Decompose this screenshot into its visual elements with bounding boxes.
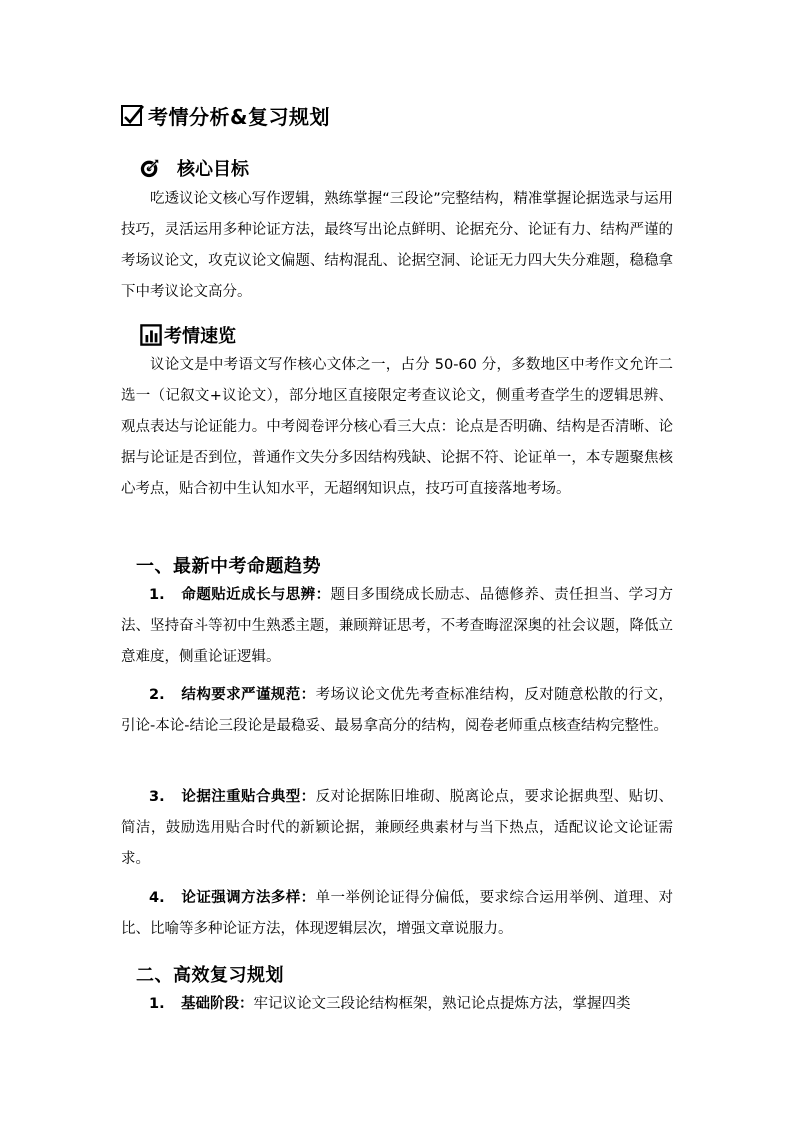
trend-item-3 [121, 782, 673, 875]
item-number: 2. [149, 687, 165, 703]
trend-item-4 [121, 883, 673, 945]
item-text: 反对论据陈旧堆砌、脱离论点，要求论据典型、贴切、简洁，鼓励选用贴合时代的新颖论据，兼顾经典素材与当下热点，适配议论文论证需求。 [121, 789, 674, 867]
item-label: 结构要求严谨规范： [181, 687, 316, 703]
item-label: 论证强调方法多样： [181, 890, 316, 906]
goal-paragraph: 吃透议论文核心写作逻辑，熟练掌握“三段论”完整结构，精准掌握论据选录与运用技巧，灵活运用多种论证方法，最终写出论点鲜明、论据充分、论证有力、结构严谨的考场议论文，攻克议论文偏题、结构混乱、论据空洞、论证无力四大失分难题，稳稳拿下中考议论文高分。 [121, 191, 673, 300]
goal-heading-text: 核心目标 [177, 159, 249, 180]
item-text: 题目多围绕成长励志、品德修养、责任担当、学习方法、坚持奋斗等初中生熟悉主题，兼顾辩证思考，不考查晦涩深奥的社会议题，降低立意难度，侧重论证逻辑。 [121, 587, 673, 665]
item-number: 1. [149, 996, 165, 1012]
item-number: 3. [149, 789, 165, 805]
overview-paragraph: 议论文是中考语文写作核心文体之一，占分 50-60 分，多数地区中考作文允许二选一（记叙文+议论文），部分地区直接限定考查议论文，侧重考查学生的逻辑思辨、观点表达与论证能力。中考阅卷评分核心看三大点：论点是否明确、结构是否清晰、论据与论证是否到位，普通作文失分多因结构残缺、论据不符、论证单一，本专题聚焦核心考点，贴合初中生认知水平，无超纲知识点，技巧可直接落地考场。 [121, 357, 673, 497]
item-text: 单一举例论证得分偏低，要求综合运用举例、道理、对比、比喻等多种论证方法，体现逻辑层次，增强文章说服力。 [121, 890, 674, 937]
checkbox-check-icon [120, 103, 144, 127]
overview-heading-text: 考情速览 [164, 326, 236, 347]
bar-chart-icon [140, 324, 162, 346]
trend-item-1 [121, 580, 673, 673]
item-number: 4. [149, 890, 165, 906]
item-label: 论据注重贴合典型： [181, 789, 316, 805]
section-title [120, 100, 330, 130]
target-icon [139, 157, 161, 179]
item-text: 考场议论文优先考查标准结构，反对随意松散的行文，引论-本论-结论三段论是最稳妥、最易拿高分的结构，阅卷老师重点核查结构完整性。 [121, 687, 674, 734]
item-number: 1. [149, 587, 165, 603]
item-text: 牢记议论文三段论结构框架，熟记论点提炼方法，掌握四类 [253, 996, 631, 1012]
goal-heading [139, 155, 249, 181]
title-text: 考情分析&复习规划 [148, 104, 330, 129]
overview-heading [140, 322, 236, 348]
item-label: 命题贴近成长与思辨： [181, 587, 331, 603]
trends-heading: 一、最新中考命题趋势 [136, 556, 321, 577]
plan-item-1 [121, 989, 673, 1020]
item-label: 基础阶段： [181, 996, 254, 1012]
trend-item-2 [121, 680, 673, 742]
plan-heading: 二、高效复习规划 [136, 965, 284, 986]
